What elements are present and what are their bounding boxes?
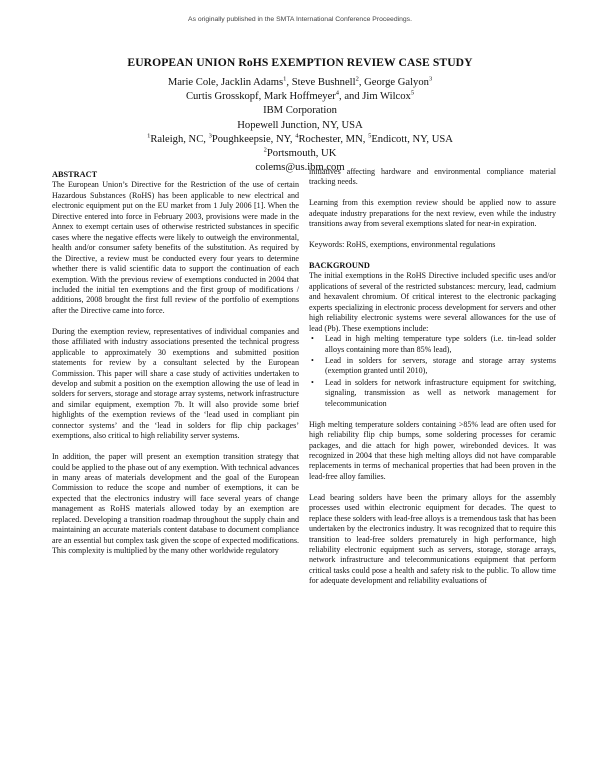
- left-column: [52, 170, 299, 567]
- affiliation-location: Hopewell Junction, NY, USA: [237, 119, 363, 131]
- right-column: [309, 167, 556, 597]
- list-item: • Lead in high melting temperature type solders (i.e. tin-lead solder alloys containing more than 85% lead),: [311, 334, 556, 354]
- author-line-2: Curtis Grosskopf, Mark Hoffmeyer$^4$, and Jim Wilcox$^5$: [185, 89, 415, 103]
- background-paragraph-2: High melting temperature solders containing >85% lead are often used for high reliability flip chip bumps, some soldering processes for ceramic packages, and die attach for high power, wirebonded devices. It was recognized in 2004 that these high melting alloys did not have comparable replacements in terms of mechanical properties that had been proven in the lead-free alloy families.: [309, 419, 556, 481]
- affiliation-site-uk: $^2$Portsmouth, UK: [263, 146, 337, 160]
- abstract-paragraph-2: During the exemption review, representatives of individual companies and those affiliated with industry associations presented the technical progress applicable to approximately 30 exemptions and submitted position statements for review by a consultant selected by the European Commission. This paper will share a case study of activities undertaken to develop and submit a position on the exemption allowing the use of lead in solders for servers, storage and storage array systems, network infrastructure and similar equipment, exemption 7b. It will also provide some brief highlights of the exemption reviews of the ‘lead used in compliant pin connector systems’ and the ‘lead in solders for flip chip packages’ exemptions, also critical to high reliability server systems.: [52, 326, 299, 441]
- author-block: [0, 76, 600, 175]
- exemption-list: [309, 334, 556, 409]
- list-item: • Lead in solders for servers, storage and storage array systems (exemption granted until 2010),: [311, 355, 556, 376]
- publication-note: As originally published in the SMTA International Conference Proceedings.: [188, 16, 412, 23]
- background-paragraph-3: Lead bearing solders have been the primary alloys for the assembly processes used within electronic equipment for decades. The quest to replace these solders with lead-free alloys is a tremendous task that has been undertaken by the electronics industry. It was recognized that to require this transition to lead-free solders prematurely in high performance, high reliability electronic equipment such as servers, storage, storage arrays, network infrastructure and telecommunications equipment that perform critical tasks could pose a health and safety risk to the public. To allow time for adequate development and reliability evaluations of: [309, 492, 556, 586]
- abstract-paragraph-3: In addition, the paper will present an exemption transition strategy that could be applied to the phase out of any exemption. With technical advances in many areas of materials development and the goal of the European Commission to reduce the scope and number of exemptions, it can be expected that the electronics industry will face several years of change management as RoHS materials allowed today by an exemption are replaced. Developing a transition roadmap throughout the supply chain and maintaining an accurate materials content database to document compliance are an essential but complex task given the scope of expected modifications. This complexity is multiplied by the many other worldwide regulatory: [52, 452, 299, 556]
- abstract-paragraph-5: Learning from this exemption review should be applied now to assure adequate industry preparations for the next review, even while the industry transitions away from several exemptions slated for near-in expiration.: [309, 198, 556, 229]
- affiliation-sites: $^1$Raleigh, NC, $^3$Poughkeepsie, NY, $^4$Rochester, MN, $^5$Endicott, NY, USA: [147, 132, 453, 145]
- contact-email: colems@us.ibm.com: [255, 162, 345, 174]
- author-line-1: Marie Cole, Jacklin Adams$^1$, Steve Bushnell$^2$, George Galyon$^3$: [167, 75, 433, 88]
- abstract-paragraph-1: The European Union’s Directive for the Restriction of the use of certain Hazardous Substances (RoHS) has been applicable to new electrical and electronic equipment put on the EU market from 1 July 2006 [1]. When the Directive entered into force in February 2003, provisions were made in the Annex to exempt certain uses of otherwise restricted substances in specific cases where the negative effects were likely to outweigh the environmental, health and/or consumer safety benefits of the substitution. As required by the Directive, a review must be conducted every four years to determine whether there is valid scientific data to support the continuation of each exemption. With the previous review of exemptions conducted in 2004 that included the initial ten exemptions and the first group of modifications / additions, 2008 brought the first full review of the portfolio of exemptions after the Directive came into force.: [52, 180, 299, 315]
- abstract-heading: ABSTRACT: [52, 170, 98, 179]
- background-heading: BACKGROUND: [309, 260, 370, 270]
- keywords: Keywords: RoHS, exemptions, environmental regulations: [309, 240, 496, 250]
- background-paragraph-1: The initial exemptions in the RoHS Directive included specific uses and/or applications of several of the restricted substances: mercury, lead, cadmium and hexavalent chromium. Of critical interest to the electronic packaging experts specializing in electronic process development for servers and other high reliability electronic systems were several allowances for the use of lead (Pb). These exemptions include:: [309, 271, 556, 333]
- affiliation-org: IBM Corporation: [263, 105, 337, 117]
- paper-title: EUROPEAN UNION RoHS EXEMPTION REVIEW CASE STUDY: [127, 56, 473, 69]
- abstract-paragraph-4: initiatives affecting hardware and environmental compliance material tracking needs.: [309, 167, 556, 187]
- list-item: • Lead in solders for network infrastructure equipment for switching, signaling, transmission as well as network management for telecommunication: [311, 377, 556, 408]
